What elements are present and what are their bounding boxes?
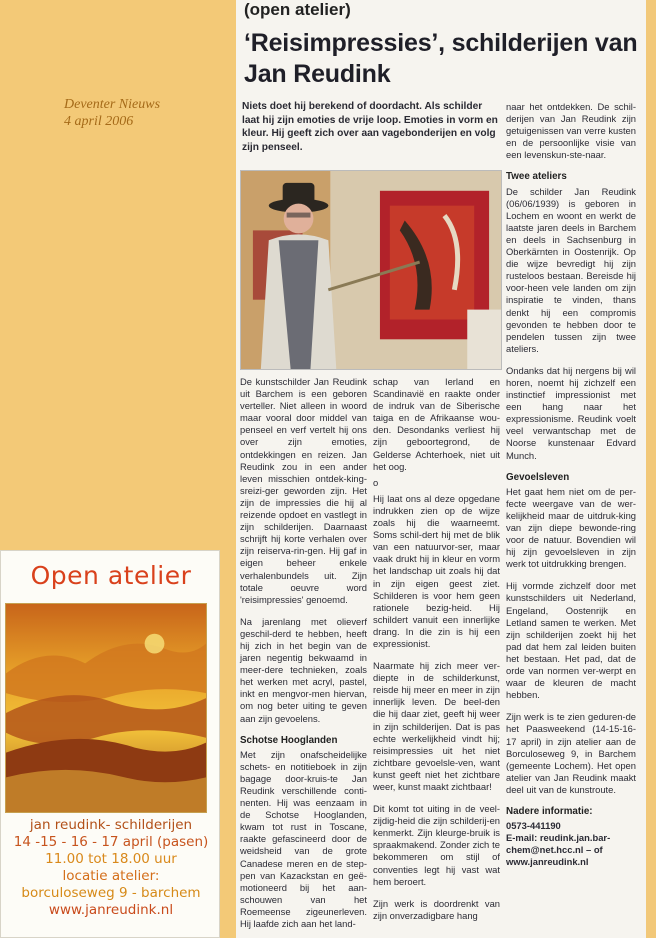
info-email: E-mail: reudink.jan.bar- (506, 832, 611, 844)
info-email-2: chem@net.hcc.nl – of (506, 844, 603, 856)
poster-painting (5, 603, 207, 813)
article-column-1 (240, 376, 367, 938)
paragraph: naar het ontdekken. De schil-derijen van Jan Reudink zijn getuigenissen van verre kusten en de persoonlijke visie van een levenskun-ste-naar. (506, 101, 636, 161)
paragraph: Dit komt tot uiting in de veel-zijdig-heid die zijn schilderij-en kenmerkt. Zijn kleurge-bruik is spraakmakend. Zonder zich te bekommeren om stijl of conventies legt hij vast wat hem beroert. (373, 803, 500, 887)
paragraph: Zijn werk is te zien geduren-de het Paasweekend (14-15-16-17 april) in zijn atelier aan de Borculoseweg 9, in Barchem (gemeente Lochem). Het open atelier van Jan Reudink maakt deel uit van de kunstroute. (506, 711, 636, 795)
article-column-3 (506, 101, 636, 868)
paragraph: Naarmate hij zich meer ver-diepte in de schilderkunst, reisde hij meer en meer in zijn innerlijk leven. De beel-den die hij daar ziet, geeft hij weer in zijn schilderijen. Dat is pas echte werkelijkheid vindt hij; reisimpressies uit het niet zichtbare gevoelsle-ven, want kunst geeft niet het zichtbare weer, kunst maakt zichtbaar! (373, 660, 500, 792)
source-publication: Deventer Nieuws (64, 97, 161, 112)
open-atelier-poster (0, 550, 220, 938)
paragraph: Met zijn onafscheidelijke schets- en notitieboek in zijn bagage door-kruis-te Jan Reudink verschillende conti-nenten. Hij was eenzaam in de Schotse Hooglanden, kwam tot rust in Toscane, raakte gefascineerd door de weidsheid van de grote Canadese meren en de step-pen van Kazackstan en geë-motioneerd bij het aan-schouwen van het Roemeense zigeunerleven. Hij laafde zich aan het land- (240, 748, 367, 930)
stray-mark: o (373, 476, 379, 488)
paragraph: Het gaat hem niet om de per-fecte weergave van de wer-kelijkheid maar de uitdruk-king van zijn diepe bewonde-ring voor de natuur. Bovendien wil hij zijn gevoelsleven in zijn werk tot uitdrukking brengen. (506, 485, 636, 570)
subheading-ateliers: Twee ateliers (506, 171, 567, 183)
newspaper-clipping (236, 0, 646, 938)
poster-details (1, 817, 221, 919)
paragraph: De kunstschilder Jan Reudink uit Barchem is een geboren verteller. Niet alleen in woord maar vooral door middel van penseel en verf vertelt hij ons over zijn emoties, ontdekkingen en reizen. Jan Reudink zou in een ander leven misschien ontdek-king-sreizi-ger geworden zijn. Het zijn de impressies die hij al reizende opdoet en vastlegt in zijn schilderijen. Daarnaast schrijft hij korte verhalen over zijn reiserva-rin-gen. Hij gaf in eigen beheer enkele verhalenbundels uit. Zijn totale oeuvre word 'reisimpressies' genoemd. (240, 376, 367, 605)
article-kicker: (open atelier) (244, 0, 351, 19)
poster-line-dates: 14 -15 - 16 - 17 april (pasen) (13, 834, 209, 850)
poster-line-website: www.janreudink.nl (48, 902, 174, 918)
article-lead: Niets doet hij berekend of doordacht. Als schilder laat hij zijn emoties de vrije loop. Emoties in vorm en kleur. Hij geeft zich over aan vagebonderijen en volg zijn penseel. (242, 101, 498, 153)
source-date: 4 april 2006 (64, 114, 134, 129)
paragraph: Hij vormde zichzelf door met kunstschilders uit Nederland, Engeland, Oostenrijk en Letland samen te werken. Met zijn schilderijen zoekt hij het pad dat hem zal leiden buiten het bestaan. Het pad, dat de orde van normen ver-werpt en waar de kleuren de macht hebben. (506, 580, 636, 701)
article-headline: ‘Reisimpressies’, schilderijen van Jan Reudink (244, 29, 638, 88)
info-phone: 0573-441190 (506, 820, 561, 832)
source-note (64, 96, 160, 130)
paragraph: Hij laat ons al deze opgedane indrukken zien op de wijze zoals hij die waarneemt. Soms schil-dert hij met de blik van een natuurvor-ser, maar vaak drukt hij in kleur en vorm het landschap uit zoals hij dat in zijn eigen geest ziet. Schilderen is voor hem geen rationele bezig-heid. Hij schildert vanuit een innerlijke drang. In die zin is hij een expressionist. (373, 492, 500, 649)
poster-line-address: borculoseweg 9 - barchem (21, 885, 201, 901)
paragraph: Ondanks dat hij nergens bij wil horen, noemt hij zichzelf een instinctief impressionist met een hang naar het expressionisme. Reudink voelt veel verwantschap met de Noorse kunstenaar Edvard Munch. (506, 364, 636, 461)
info-website: www.janreudink.nl (506, 856, 589, 868)
poster-line-location-label: locatie atelier: (62, 868, 160, 884)
article-column-2 (373, 376, 500, 932)
paragraph: Zijn werk is doordrenkt van zijn onverzadigbare hang (373, 897, 500, 921)
poster-line-artist: jan reudink- schilderijen (29, 817, 193, 833)
subheading-gevoel: Gevoelsleven (506, 471, 570, 483)
poster-line-hours: 11.00 tot 18.00 uur (45, 851, 177, 867)
paragraph: De schilder Jan Reudink (06/06/1939) is geboren in Lochem en woont en werkt de laatste jaren deels in Barchem en deels in Sachsenburg in Oberkärnten in Oostenrijk. Op die wijze bevredigt hij zijn rusteloos bestaan. Bereisde hij voor-heen vele landen om zijn inspiratie te vinden, thans denkt hij een compromis gevonden te hebben door te pendelen tussen zijn twee ateliers. (506, 185, 636, 354)
paragraph: schap van Ierland en Scandinavië en raakte onder de indruk van de Siberische taiga en de Afrikaanse wou-den. Desondanks verliest hij zijn geboortegrond, de Gelderse Achterhoek, niet uit het oog. (373, 376, 500, 472)
subheading-info: Nadere informatie: (506, 805, 593, 817)
poster-title: Open atelier (30, 561, 192, 590)
artist-photo (240, 170, 502, 370)
subheading-schotse: Schotse Hooglanden (240, 734, 338, 746)
paragraph: Na jarenlang met olieverf geschil-derd te hebben, heeft hij zich in het begin van de jaren negentig bekwaamd in meer-dere technieken, zoals het werken met acryl, pastel, inkt en mengvor-men hiervan, om nog beter uiting te geven aan zijn gevoelens. (240, 615, 367, 724)
